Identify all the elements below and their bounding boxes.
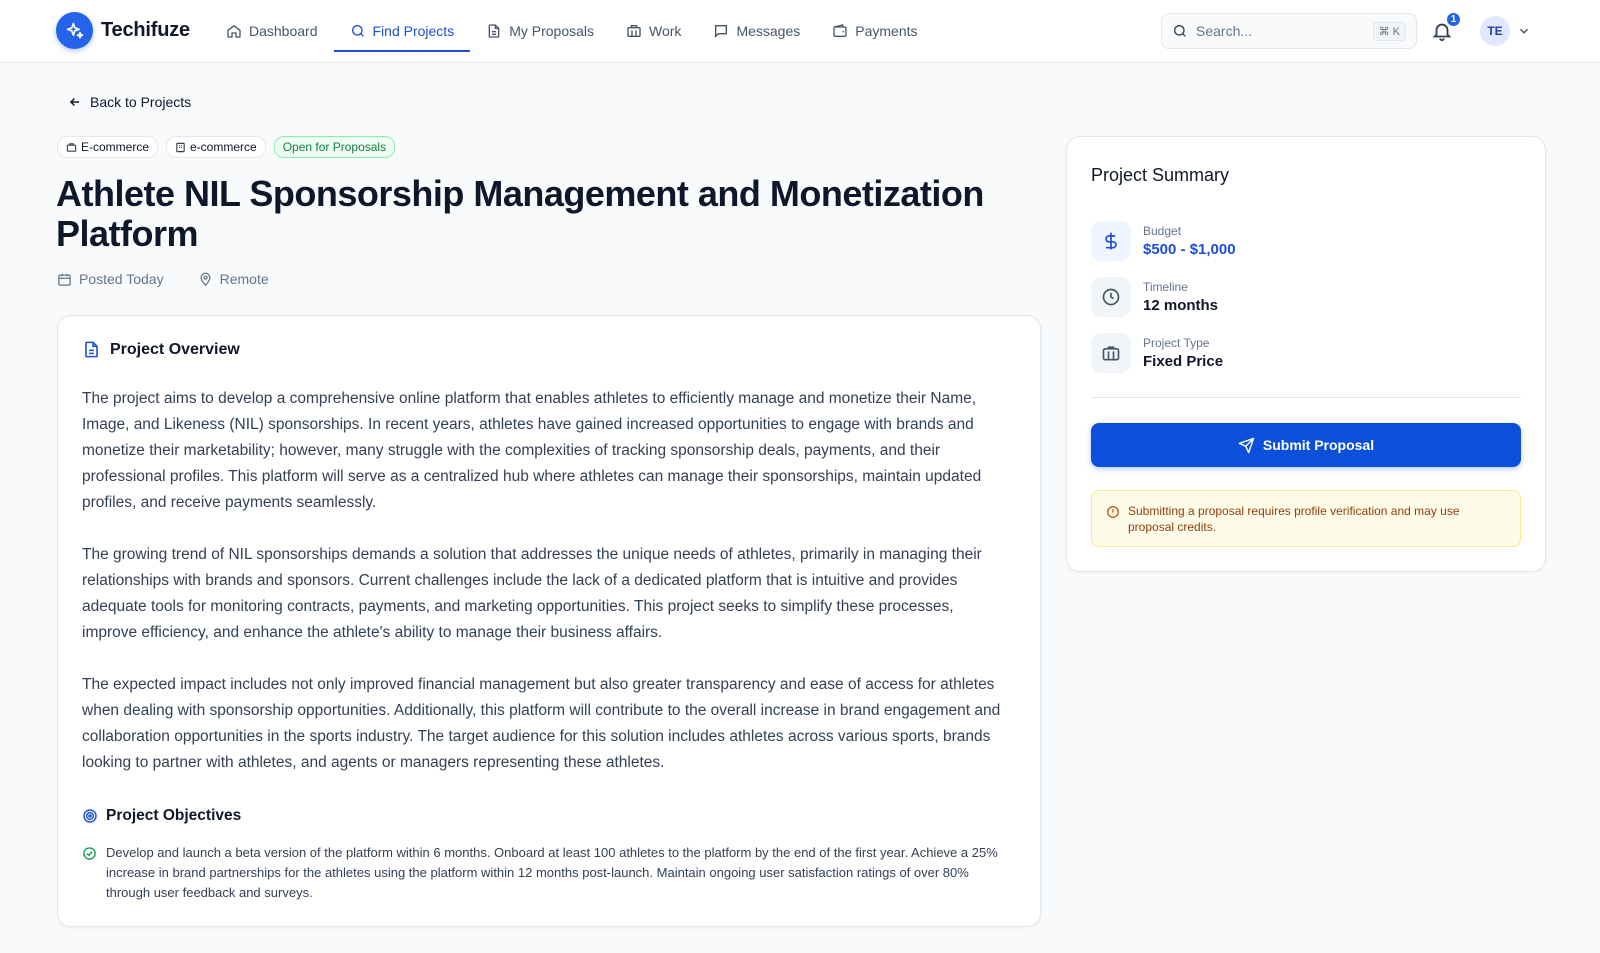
timeline-value: 12 months — [1143, 297, 1219, 314]
budget-row — [1091, 221, 1236, 261]
avatar[interactable]: TE — [1480, 16, 1510, 46]
nav-label: Messages — [736, 23, 801, 39]
overview-paragraph: The growing trend of NIL sponsorships demands a solution that addresses the unique needs of athletes, primarily in managing their relationships with brands and sponsors. Current challenges include the lack of a dedicated platform that is intuitive and provides adequate tools for monitoring contracts, payments, and marketing opportunities. This project seeks to simplify these processes, improve efficiency, and enhance the athlete's ability to manage their business affairs. — [82, 546, 982, 641]
objective-text: Develop and launch a beta version of the platform within 6 months. Onboard at least 100 athletes to the platform by the end of the first year. Achieve a 25% increase in brand partnerships for the athletes using the platform within 12 months post-launch. Maintain ongoing user satisfaction ratings of over 80% through user feedback and surveys. — [106, 845, 998, 900]
summary-divider — [1091, 397, 1521, 398]
back-label: Back to Projects — [90, 94, 192, 110]
nav-messages[interactable] — [697, 0, 816, 62]
search-placeholder: Search... — [1196, 23, 1253, 39]
notice-text: Submitting a proposal requires profile verification and may use proposal credits. — [1128, 504, 1460, 534]
location-label: Remote — [219, 271, 269, 287]
briefcase-icon — [1091, 333, 1131, 373]
nav-my-proposals[interactable] — [470, 0, 610, 62]
submit-proposal-button[interactable] — [1091, 423, 1521, 467]
back-to-projects-link[interactable] — [68, 94, 191, 110]
project-type-label: Project Type — [1143, 336, 1210, 350]
app-name: Techifuze — [101, 19, 190, 41]
project-tags — [57, 136, 395, 158]
project-summary-card — [1066, 136, 1546, 572]
nav-label: Work — [649, 23, 682, 39]
file-icon — [486, 23, 502, 39]
main-nav — [210, 0, 934, 62]
search-icon — [1172, 23, 1188, 39]
document-icon — [82, 340, 101, 359]
tag-label: e-commerce — [190, 140, 257, 154]
top-navbar — [0, 0, 1600, 63]
alert-circle-icon — [1106, 505, 1120, 519]
search-icon — [350, 23, 366, 39]
project-type-row — [1091, 333, 1223, 373]
category-tag — [166, 136, 266, 158]
location — [198, 271, 269, 287]
project-meta — [57, 271, 269, 287]
calendar-icon — [57, 272, 72, 287]
objectives-header — [82, 807, 241, 825]
verification-notice — [1091, 490, 1521, 547]
submit-label: Submit Proposal — [1262, 437, 1375, 453]
posted-date — [57, 271, 164, 287]
check-circle-icon — [82, 846, 97, 861]
overview-header — [82, 340, 240, 359]
clock-icon — [1091, 277, 1131, 317]
overview-paragraph: The project aims to develop a comprehensive online platform that enables athletes to efficiently manage and monetize their Name, Image, and Likeness (NIL) sponsorships. In recent years, athletes have gained increased opportunities to engage with brands and monetize their marketability; however, many struggle with the complexities of tracking sponsorship deals, payments, and their professional profiles. This platform will serve as a centralized hub where athletes can manage their sponsorships, maintain updated profiles, and receive payments seamlessly. — [82, 390, 982, 511]
sparkle-icon — [56, 12, 93, 49]
arrow-left-icon — [68, 95, 82, 109]
notification-badge: 1 — [1445, 11, 1462, 28]
tag-label: E-commerce — [81, 140, 150, 154]
building-icon — [66, 142, 77, 153]
map-pin-icon — [198, 272, 213, 287]
nav-work[interactable] — [610, 0, 697, 62]
building-icon — [175, 142, 186, 153]
chevron-down-icon[interactable] — [1517, 24, 1531, 38]
dollar-icon — [1091, 221, 1131, 261]
posted-label: Posted Today — [79, 271, 164, 287]
category-tag — [57, 136, 158, 158]
home-icon — [226, 23, 242, 39]
target-icon — [82, 808, 98, 824]
budget-value: $500 - $1,000 — [1143, 241, 1236, 258]
nav-label: Payments — [855, 23, 918, 39]
project-type-value: Fixed Price — [1143, 353, 1224, 370]
timeline-row — [1091, 277, 1218, 317]
nav-label: Dashboard — [249, 23, 318, 39]
app-logo[interactable] — [56, 12, 190, 49]
nav-label: Find Projects — [372, 23, 455, 39]
overview-paragraph: The expected impact includes not only improved financial management but also greater transparency and ease of access for athletes when dealing with sponsorship opportunities. Additionally, this platform will contribute to the overall increase in brand engagement and collaboration opportunities in the sports industry. The target audience for this solution includes athletes across various sports, brands looking to partner with athletes, and agents or managers representing these athletes. — [82, 676, 1001, 771]
nav-dashboard[interactable] — [210, 0, 334, 62]
nav-payments[interactable] — [816, 0, 933, 62]
status-badge: Open for Proposals — [274, 136, 395, 158]
building-icon — [626, 23, 642, 39]
budget-label: Budget — [1143, 224, 1182, 238]
search-shortcut: ⌘ K — [1373, 22, 1406, 41]
nav-find-projects[interactable] — [334, 0, 471, 62]
objective-item — [82, 843, 1012, 903]
nav-label: My Proposals — [509, 23, 595, 39]
timeline-label: Timeline — [1143, 280, 1188, 294]
wallet-icon — [832, 23, 848, 39]
message-icon — [713, 23, 729, 39]
search-input[interactable] — [1161, 13, 1417, 49]
project-overview-card — [57, 315, 1041, 927]
objectives-title: Project Objectives — [106, 807, 242, 824]
send-icon — [1238, 437, 1255, 454]
summary-title: Project Summary — [1091, 165, 1230, 185]
page-title: Athlete NIL Sponsorship Management and Monetization Platform — [56, 173, 984, 254]
overview-title: Project Overview — [110, 340, 240, 358]
